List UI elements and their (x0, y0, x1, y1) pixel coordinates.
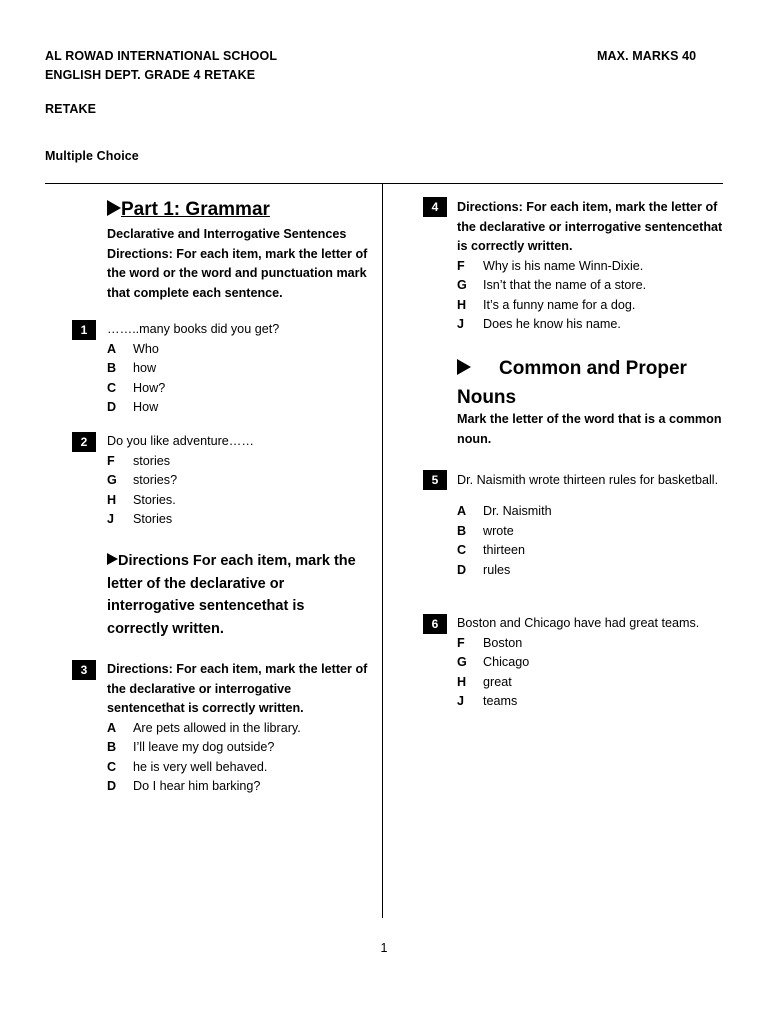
option-text: thirteen (483, 543, 526, 557)
school-name: AL ROWAD INTERNATIONAL SCHOOL (45, 49, 278, 63)
option-letter: H (107, 492, 117, 507)
answer-option[interactable] (107, 452, 372, 472)
option-text: Dr. Naismith (483, 504, 552, 518)
option-text: Why is his name Winn-Dixie. (483, 258, 644, 273)
option-letter: J (107, 512, 115, 526)
option-text: Who (133, 341, 159, 356)
option-letter: C (107, 759, 117, 774)
directions-text: Directions For each item, mark the letter of the declarative or interrogative sentencethat is correctly written. (107, 553, 356, 637)
answer-option[interactable] (107, 510, 372, 530)
nouns-section (457, 354, 723, 449)
question-3 (107, 660, 372, 797)
option-text: stories? (133, 473, 178, 487)
answer-option[interactable] (457, 522, 723, 542)
option-text: Boston (483, 635, 523, 650)
answer-option[interactable] (107, 340, 372, 360)
part-title-text: Part 1: Grammar (121, 199, 270, 220)
play-triangle-icon (457, 359, 471, 375)
section-directions: Mark the letter of the word that is a common noun. (457, 412, 722, 446)
question-prompt: Dr. Naismith wrote thirteen rules for basketball. (457, 473, 719, 487)
option-text: It’s a funny name for a dog. (483, 297, 636, 312)
option-text: Are pets allowed in the library. (133, 720, 301, 735)
page-number: 1 (380, 941, 388, 955)
answer-option[interactable] (457, 257, 723, 277)
option-letter: D (107, 400, 117, 414)
play-triangle-icon (107, 200, 121, 216)
intro-subtitle: Declarative and Interrogative Sentences (107, 227, 347, 241)
option-letter: A (107, 720, 117, 735)
answer-option[interactable] (457, 692, 727, 712)
question-number-5: 5 (423, 470, 447, 490)
question-5 (457, 470, 723, 580)
section-label: Multiple Choice (45, 149, 139, 163)
header-divider (45, 183, 723, 184)
option-letter: B (107, 740, 117, 754)
option-letter: B (457, 523, 467, 538)
option-letter: C (457, 543, 467, 557)
department-line: ENGLISH DEPT. GRADE 4 RETAKE (45, 68, 256, 82)
part-title (107, 198, 372, 222)
question-number-6: 6 (423, 614, 447, 634)
question-number-1: 1 (72, 320, 96, 340)
column-divider (382, 183, 383, 918)
answer-option[interactable] (457, 502, 723, 522)
left-intro (107, 198, 372, 303)
answer-option[interactable] (107, 738, 372, 758)
question-1 (107, 320, 372, 418)
question-prompt: Directions: For each item, mark the letter of the declarative or interrogative sentencethat is correctly written. (457, 200, 723, 253)
question-prompt: Boston and Chicago have had great teams. (457, 616, 700, 630)
question-2 (107, 432, 372, 530)
answer-option[interactable] (457, 296, 723, 316)
answer-option[interactable] (457, 315, 723, 335)
option-letter: G (457, 655, 467, 669)
option-text: How? (133, 380, 166, 395)
answer-option[interactable] (457, 673, 727, 693)
option-text: Stories (133, 512, 173, 526)
answer-option[interactable] (107, 777, 372, 797)
answer-option[interactable] (457, 561, 723, 581)
option-text: I’ll leave my dog outside? (133, 740, 275, 754)
option-text: Chicago (483, 655, 530, 669)
play-triangle-icon (107, 553, 118, 565)
question-6 (457, 614, 727, 712)
option-text: he is very well behaved. (133, 759, 268, 774)
option-text: Stories. (133, 492, 176, 507)
max-marks: MAX. MARKS 40 (597, 49, 697, 63)
answer-option[interactable] (107, 398, 372, 418)
answer-option[interactable] (457, 634, 727, 654)
option-text: rules (483, 562, 511, 577)
answer-option[interactable] (457, 653, 727, 673)
answer-option[interactable] (107, 379, 372, 399)
option-letter: F (457, 258, 465, 273)
answer-option[interactable] (107, 359, 372, 379)
option-text: how (133, 361, 157, 375)
directions-block (107, 550, 369, 640)
question-prompt: Directions: For each item, mark the letter of the declarative or interrogative sentencethat is correctly written. (107, 662, 368, 715)
option-text: stories (133, 453, 171, 468)
answer-option[interactable] (107, 491, 372, 511)
option-letter: G (107, 473, 117, 487)
option-text: Do I hear him barking? (133, 779, 261, 793)
retake-label: RETAKE (45, 102, 97, 116)
option-letter: A (457, 504, 467, 518)
option-text: wrote (483, 523, 514, 538)
answer-option[interactable] (107, 719, 372, 739)
option-text: Isn’t that the name of a store. (483, 278, 647, 292)
question-prompt: Do you like adventure…… (107, 434, 254, 448)
question-number-4: 4 (423, 197, 447, 217)
option-letter: D (457, 562, 467, 577)
question-number-2: 2 (72, 432, 96, 452)
option-letter: F (457, 635, 465, 650)
option-text: great (483, 674, 512, 689)
answer-option[interactable] (457, 276, 723, 296)
section-title (457, 354, 723, 383)
answer-option[interactable] (457, 541, 723, 561)
option-letter: F (107, 453, 115, 468)
option-letter: H (457, 297, 467, 312)
option-letter: G (457, 278, 467, 292)
option-letter: J (457, 317, 465, 331)
intro-directions: Directions: For each item, mark the letter of the word or the word and punctuation mark that complete each sentence. (107, 246, 368, 300)
option-letter: H (457, 674, 467, 689)
answer-option[interactable] (107, 758, 372, 778)
option-letter: C (107, 380, 117, 395)
question-prompt: ……..many books did you get? (107, 322, 280, 336)
option-text: How (133, 400, 159, 414)
option-text: teams (483, 694, 518, 708)
question-4 (457, 198, 723, 335)
option-letter: B (107, 361, 117, 375)
section-title-line1: Common and Proper (499, 358, 687, 379)
option-letter: J (457, 694, 465, 708)
option-text: Does he know his name. (483, 317, 621, 331)
option-letter: A (107, 341, 117, 356)
answer-option[interactable] (107, 471, 372, 491)
section-title-line2: Nouns (457, 387, 517, 408)
question-number-3: 3 (72, 660, 96, 680)
option-letter: D (107, 779, 117, 793)
